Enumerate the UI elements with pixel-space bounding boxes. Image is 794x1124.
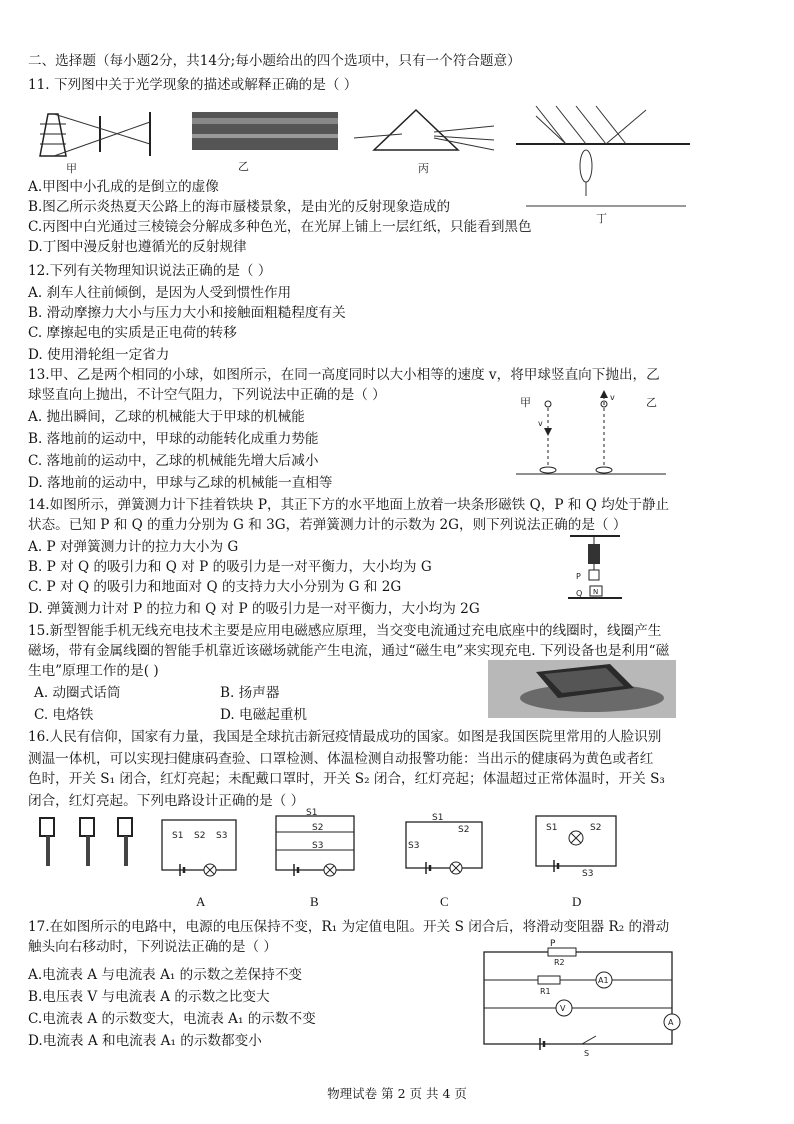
q16-d-label-s1: S1 — [546, 823, 558, 833]
q16-stem-line4: 闭合，红灯亮起。下列电路设计正确的是（ ） — [28, 793, 305, 809]
q17-circuit — [478, 938, 692, 1058]
q16-c-label-s3: S3 — [408, 841, 420, 851]
q16-option-label-d: D — [572, 894, 582, 909]
q16-b-label-s2: S2 — [312, 823, 324, 833]
q15-stem-line3: 生电”原理工作的是( ) — [28, 663, 159, 679]
q14-stem-line2: 状态。已知 P 和 Q 的重力分别为 G 和 3G，若弹簧测力计的示数为 2G，则下列说法正确的是（ ） — [28, 517, 627, 533]
q14-stem-line1: 14.如图所示，弹簧测力计下挂着铁块 P，其正下方的水平地面上放着一块条形磁铁 Q，P 和 Q 均处于静止 — [28, 497, 670, 513]
q17-label-v: V — [560, 1004, 566, 1013]
q12-option-b: B. 滑动摩擦力大小与压力大小和接触面粗糙程度有关 — [28, 305, 346, 321]
q13-figure — [516, 392, 686, 484]
q11-label-bing: 丙 — [418, 162, 429, 175]
q16-d-label-s3: S3 — [582, 869, 594, 879]
q17-stem-line2: 触头向右移动时，下列说法正确的是（ ） — [28, 939, 278, 955]
q16-b-label-s3: S3 — [312, 841, 324, 851]
q17-option-a: A.电流表 A 与电流表 A₁ 的示数之差保持不变 — [28, 967, 303, 983]
section-heading: 二、选择题（每小题2分，共14分;每小题给出的四个选项中，只有一个符合题意） — [28, 53, 521, 69]
q13-label-v-yi: v — [610, 393, 615, 402]
q16-circuit-a — [158, 814, 242, 878]
q17-label-p: P — [550, 939, 556, 949]
q16-stem-line3: 色时，开关 S₁ 闭合，红灯亮起；未配戴口罩时，开关 S₂ 闭合，红灯亮起；体温超过正常体温时，开关 S₃ — [28, 771, 665, 787]
q14-label-p: P — [576, 572, 581, 581]
q13-option-a: A. 抛出瞬间，乙球的机械能大于甲球的机械能 — [28, 409, 305, 425]
q17-label-r1: R1 — [540, 987, 551, 996]
q15-option-a: A. 动圈式话筒 — [34, 685, 121, 701]
q14-option-d: D. 弹簧测力计对 P 的拉力和 Q 对 P 的吸引力是一对平衡力，大小均为 2G — [28, 601, 480, 617]
q11-option-a: A.甲图中小孔成的是倒立的虚像 — [28, 179, 219, 195]
q13-option-c: C. 落地前的运动中，乙球的机械能先增大后减小 — [28, 453, 319, 469]
q14-figure — [560, 532, 630, 604]
q16-c-label-s1: S1 — [432, 813, 444, 823]
q14-label-n: N — [593, 588, 599, 596]
q17-label-a1: A1 — [598, 976, 609, 985]
q16-b-label-s1: S1 — [306, 808, 318, 818]
q15-option-d: D. 电磁起重机 — [220, 707, 308, 723]
q11-figure-ding — [516, 96, 696, 226]
q14-option-b: B. P 对 Q 的吸引力和 Q 对 P 的吸引力是一对平衡力，大小均为 G — [28, 559, 432, 575]
q17-label-s: S — [584, 1049, 590, 1058]
q16-a-label-s1: S1 — [172, 831, 184, 841]
q16-c-label-s2: S2 — [458, 825, 470, 835]
q16-circuit-b — [272, 810, 358, 878]
q14-option-c: C. P 对 Q 的吸引力和地面对 Q 的支持力大小分别为 G 和 2G — [28, 579, 402, 595]
q12-option-c: C. 摩擦起电的实质是正电荷的转移 — [28, 325, 237, 341]
q16-stem-line2: 测温一体机，可以实现扫健康码查验、口罩检测、体温检测自动报警功能：当出示的健康码为黄色或者红 — [28, 751, 654, 767]
q15-option-b: B. 扬声器 — [220, 685, 280, 701]
q12-stem: 12.下列有关物理知识说法正确的是（ ） — [28, 263, 272, 279]
q12-option-a: A. 刹车人往前倾倒，是因为人受到惯性作用 — [28, 285, 292, 301]
q16-stem-line1: 16.人民有信仰，国家有力量，我国是全球抗击新冠疫情最成功的国家。如图是我国医院里常用的人脸识别 — [28, 729, 662, 745]
q11-option-d: D.丁图中漫反射也遵循光的反射规律 — [28, 239, 247, 255]
q14-label-q: Q — [576, 589, 583, 598]
q13-stem-line1: 13.甲、乙是两个相同的小球，如图所示，在同一高度同时以大小相等的速度 v，将甲球竖直向下抛出，乙 — [28, 367, 660, 383]
q11-label-ding: 丁 — [596, 212, 607, 225]
q17-stem-line1: 17.在如图所示的电路中，电源的电压保持不变，R₁ 为定值电阻。开关 S 闭合后，将滑动变阻器 R₂ 的滑动 — [28, 919, 670, 935]
page-footer: 物理试卷 第 2 页 共 4 页 — [327, 1086, 467, 1101]
q17-option-d: D.电流表 A 和电流表 A₁ 的示数都变小 — [28, 1033, 262, 1049]
q16-device-photo — [34, 814, 144, 870]
q17-label-r2: R2 — [554, 958, 565, 967]
q16-a-label-s3: S3 — [216, 831, 228, 841]
q13-label-v-jia: v — [538, 419, 543, 428]
q13-stem-line2: 球竖直向上抛出，不计空气阻力，下列说法中正确的是（ ） — [28, 387, 386, 403]
q11-figure-jia — [30, 104, 190, 176]
q16-option-label-a: A — [196, 894, 206, 909]
q13-option-b: B. 落地前的运动中，甲球的动能转化成重力势能 — [28, 431, 319, 447]
q15-stem-line2: 磁场，带有金属线圈的智能手机靠近该磁场就能产生电流，通过“磁生电”来实现充电. 下列设备也是利用“磁 — [28, 643, 670, 659]
q11-label-yi: 乙 — [238, 160, 249, 173]
q16-circuit-d — [532, 810, 622, 882]
q12-option-d: D. 使用滑轮组一定省力 — [28, 347, 170, 363]
q11-stem: 11. 下列图中关于光学现象的描述或解释正确的是（ ） — [28, 77, 358, 93]
q11-option-c: C.丙图中白光通过三棱镜会分解成多种色光，在光屏上铺上一层红纸，只能看到黑色 — [28, 219, 532, 235]
q16-circuit-c — [402, 810, 488, 878]
q15-option-c: C. 电烙铁 — [34, 707, 94, 723]
q14-option-a: A. P 对弹簧测力计的拉力大小为 G — [28, 539, 239, 555]
q13-label-jia: 甲 — [520, 396, 531, 409]
q16-option-label-c: C — [440, 894, 449, 909]
q11-figure-yi — [192, 112, 342, 176]
q16-option-label-b: B — [310, 894, 319, 909]
q13-option-d: D. 落地前的运动中，甲球与乙球的机械能一直相等 — [28, 475, 333, 491]
q16-d-label-s2: S2 — [590, 823, 602, 833]
q15-charger-photo — [488, 660, 678, 720]
q11-label-jia: 甲 — [66, 162, 77, 175]
q15-stem-line1: 15.新型智能手机无线充电技术主要是应用电磁感应原理，当交变电流通过充电底座中的线圈时，线圈产生 — [28, 623, 662, 639]
q17-option-b: B.电压表 V 与电流表 A 的示数之比变大 — [28, 989, 270, 1005]
q17-label-a: A — [668, 1018, 674, 1027]
q11-figure-bing — [354, 106, 504, 176]
q13-label-yi: 乙 — [646, 396, 657, 409]
q16-a-label-s2: S2 — [194, 831, 206, 841]
q11-option-b: B.图乙所示炎热夏天公路上的海市蜃楼景象，是由光的反射现象造成的 — [28, 199, 451, 215]
q17-option-c: C.电流表 A 的示数变大，电流表 A₁ 的示数不变 — [28, 1011, 316, 1027]
